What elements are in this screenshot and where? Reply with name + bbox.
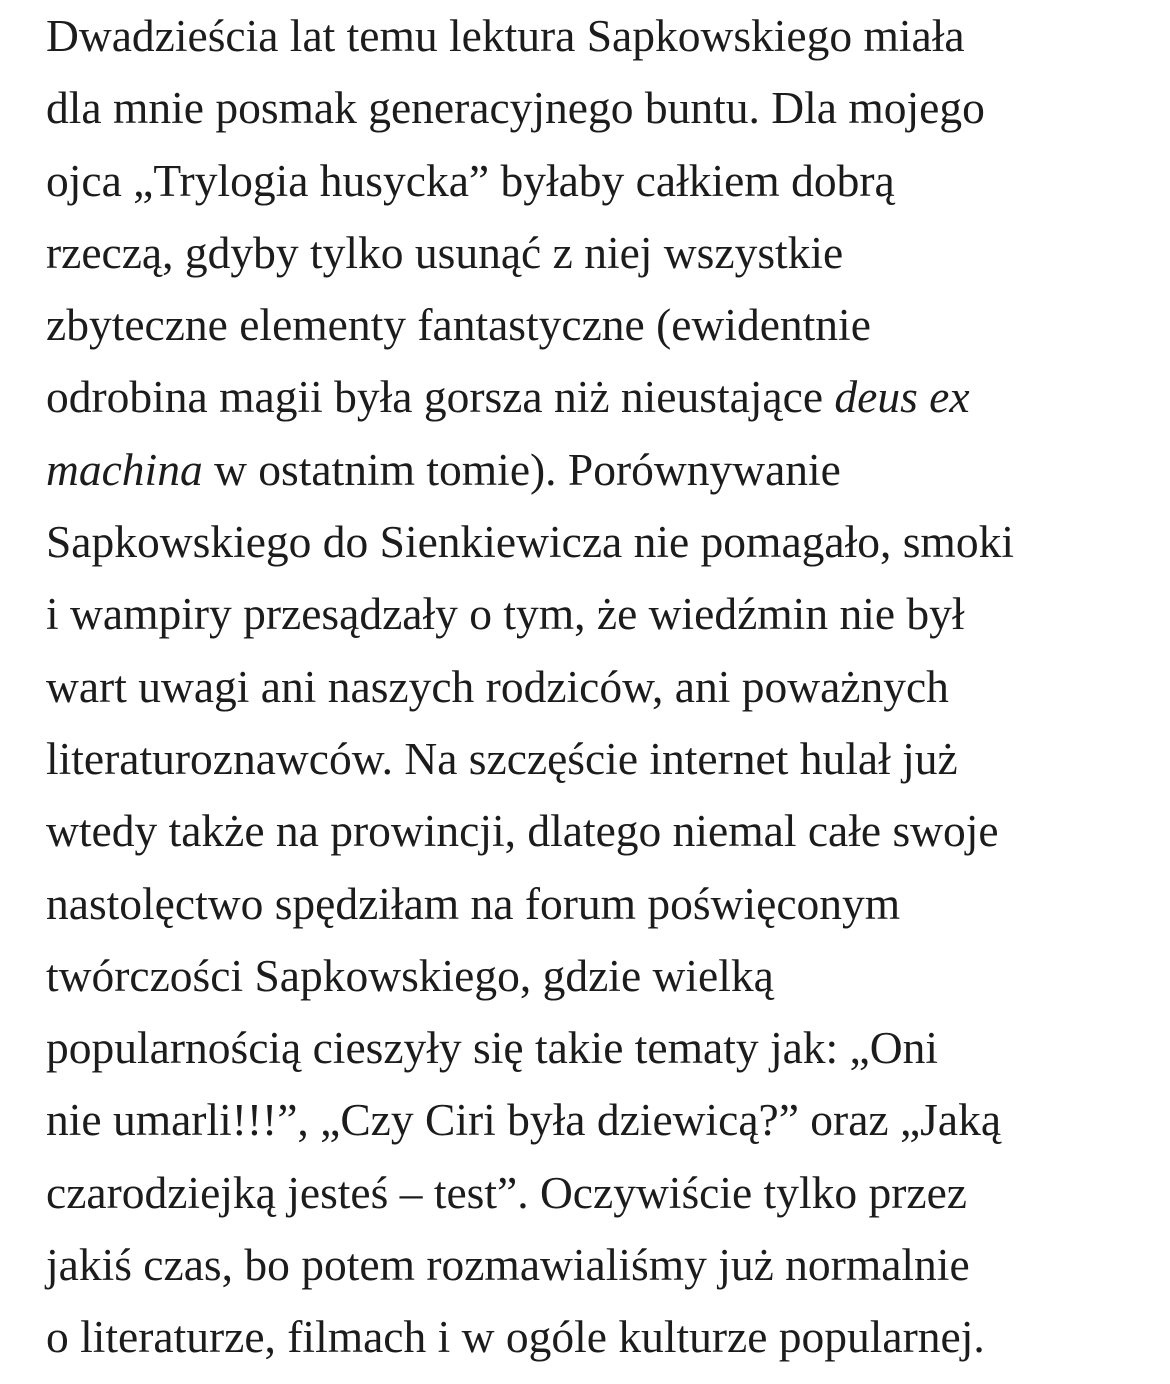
text-line: odrobina magii była gorsza niż nieustające deus ex — [46, 371, 970, 423]
text-line: machina w ostatnim tomie). Porównywanie — [46, 443, 841, 495]
text-line: wart uwagi ani naszych rodziców, ani poważnych — [46, 660, 949, 712]
text-line: literaturoznawców. Na szczęście internet hulał już — [46, 732, 958, 784]
text-line: dla mnie posmak generacyjnego buntu. Dla mojego — [46, 82, 985, 134]
text-line: zbyteczne elementy fantastyczne (ewidentnie — [46, 299, 871, 351]
text-line: czarodziejką jesteś – test”. Oczywiście tylko przez — [46, 1166, 967, 1218]
text-line: jakiś czas, bo potem rozmawialiśmy już normalnie — [46, 1239, 970, 1291]
text-line: twórczości Sapkowskiego, gdzie wielką — [46, 949, 774, 1001]
paragraph — [46, 0, 1136, 1374]
text-line: ojca „Trylogia husycka” byłaby całkiem dobrą — [46, 154, 895, 206]
text-line: nastolęctwo spędziłam na forum poświęconym — [46, 877, 901, 929]
text-line: popularnością cieszyły się takie tematy jak: „Oni — [46, 1022, 939, 1074]
text-line: i wampiry przesądzały o tym, że wiedźmin nie był — [46, 588, 965, 640]
italic-phrase: deus ex — [834, 371, 970, 423]
text-line: o literaturze, filmach i w ogóle kulturze popularnej. — [46, 1311, 985, 1363]
italic-phrase: machina — [46, 443, 203, 495]
text-line: wtedy także na prowincji, dlatego niemal całe swoje — [46, 805, 999, 857]
text-line: Dwadzieścia lat temu lektura Sapkowskiego miała — [46, 10, 965, 61]
article-body — [46, 0, 1136, 1374]
text-line: rzeczą, gdyby tylko usunąć z niej wszystkie — [46, 226, 844, 278]
text-line: Sapkowskiego do Sienkiewicza nie pomagało, smoki — [46, 516, 1014, 568]
text-line: nie umarli!!!”, „Czy Ciri była dziewicą?” oraz „Jaką — [46, 1094, 1002, 1146]
